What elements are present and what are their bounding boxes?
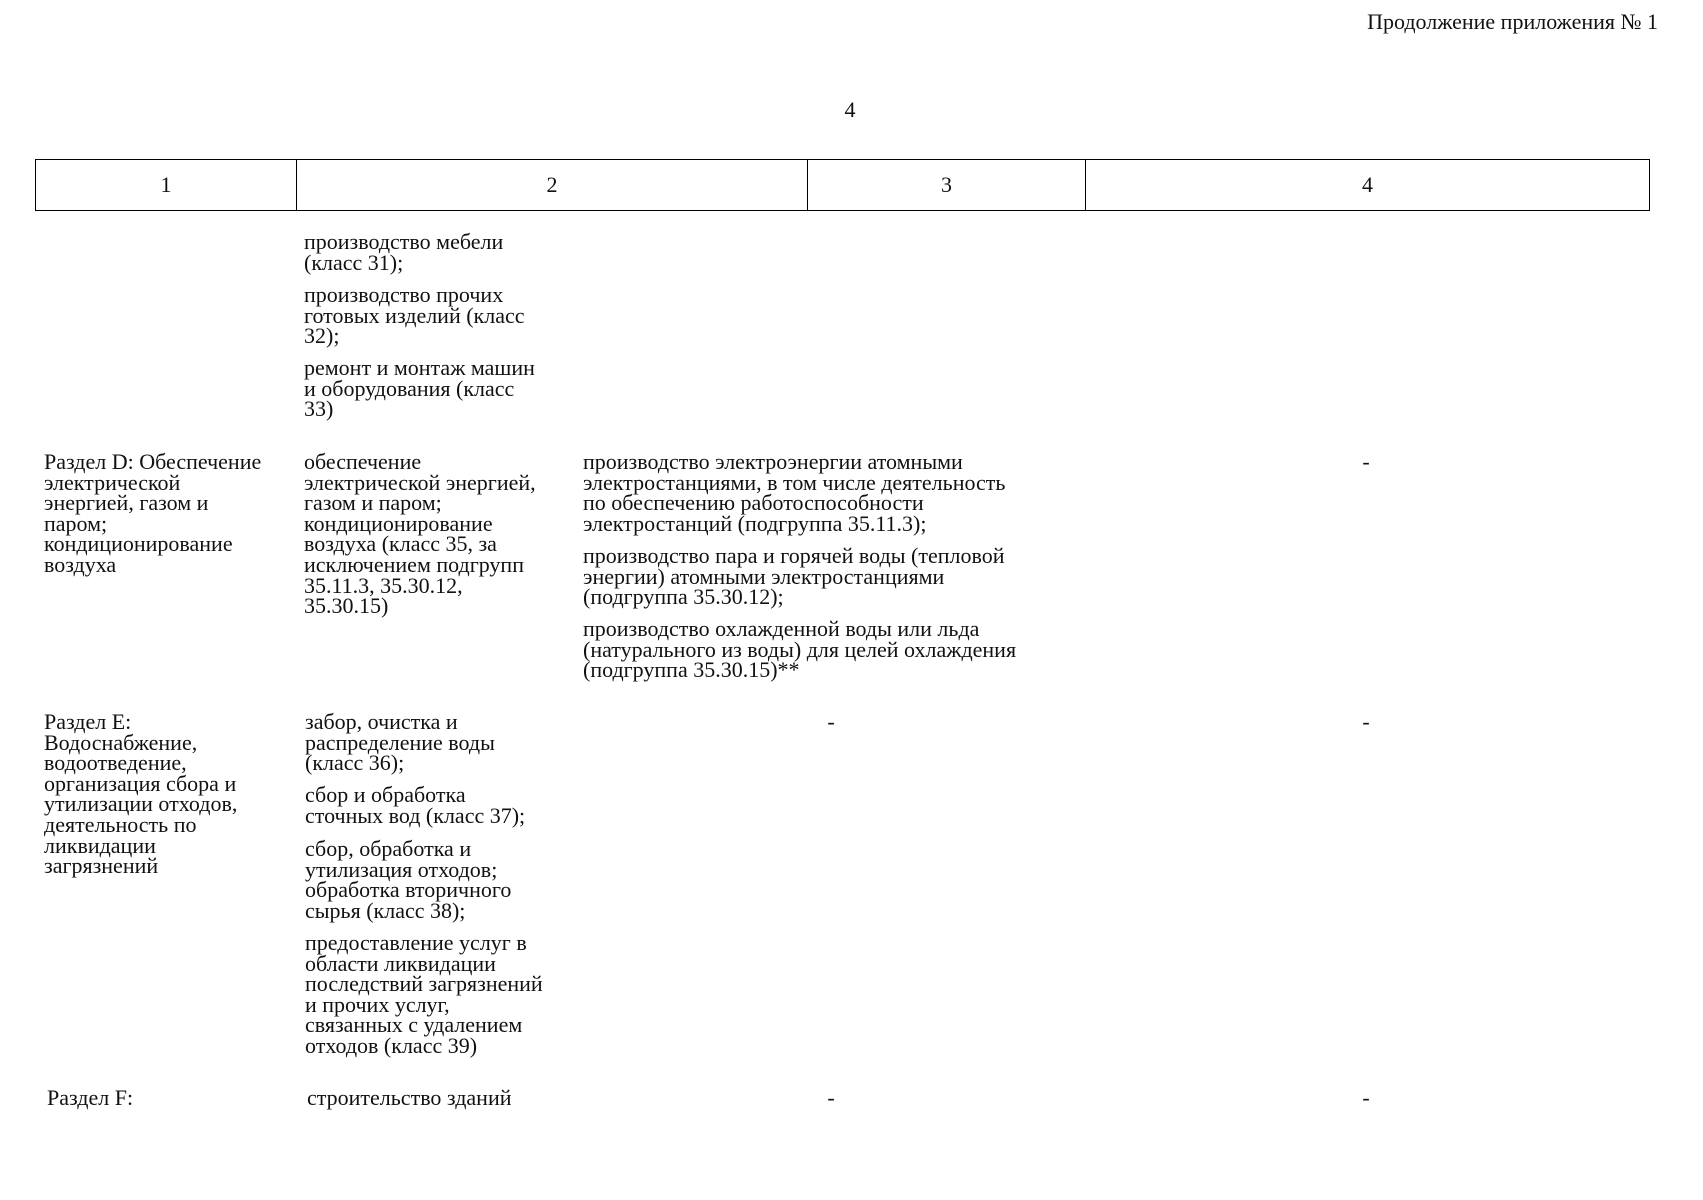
section-f-col2-item-1: строительство зданий [307,1085,512,1110]
section-e-col2-item-1: забор, очистка и распределение воды (класс 36); [305,709,495,776]
column-number-3: 3 [808,160,1086,210]
section-e-col2-item-3: сбор, обработка и утилизация отходов; обработка вторичного сырья (класс 38); [305,836,512,923]
row-continued-col2-item-3: ремонт и монтаж машин и оборудования (класс 33) [304,355,535,422]
appendix-continuation-note: Продолжение приложения № 1 [1367,9,1658,34]
section-d-col3-item-1: производство электроэнергии атомными электростанциями, в том числе деятельность по обеспечению работоспособности электростанций (подгруппа 35.11.3); [583,449,1006,536]
section-e-col2-item-4: предоставление услуг в области ликвидации последствий загрязнений и прочих услуг, связанных с удалением отходов (класс 39) [305,930,543,1058]
section-d-col3-item-3: производство охлажденной воды или льда (натурального из воды) для целей охлаждения (подгруппа 35.30.15)** [583,616,1017,683]
section-d-title: Раздел D: Обеспечение электрической энергией, газом и паром; кондиционирование воздуха [44,449,262,577]
section-e-col2-item-2: сбор и обработка сточных вод (класс 37); [305,782,526,828]
section-f-title: Раздел F: [47,1085,134,1110]
column-number-4: 4 [1362,172,1373,197]
section-e-col4-dash: - [1362,709,1370,734]
section-e-title: Раздел E: Водоснабжение, водоотведение, организация сбора и утилизации отходов, деятельность по ликвидации загрязнений [44,709,238,879]
section-d-col4-dash: - [1362,449,1370,474]
row-continued-col2-item-1: производство мебели (класс 31); [304,229,504,275]
column-number-1: 1 [36,160,297,210]
column-number-header [35,159,1650,211]
section-e-col3-dash: - [827,709,835,734]
section-f-col3-dash: - [827,1085,835,1110]
section-d-col3-item-2: производство пара и горячей воды (тепловой энергии) атомными электростанциями (подгруппа 35.30.12); [583,543,1005,610]
section-d-col2-item-1: обеспечение электрической энергией, газом и паром; кондиционирование воздуха (класс 35, за исключением подгрупп 35.11.3, 35.30.12, 35.30.15) [304,449,536,619]
page-number: 4 [844,97,856,122]
column-number-2: 2 [297,160,808,210]
section-f-col4-dash: - [1362,1085,1370,1110]
row-continued-col2-item-2: производство прочих готовых изделий (класс 32); [304,282,525,349]
